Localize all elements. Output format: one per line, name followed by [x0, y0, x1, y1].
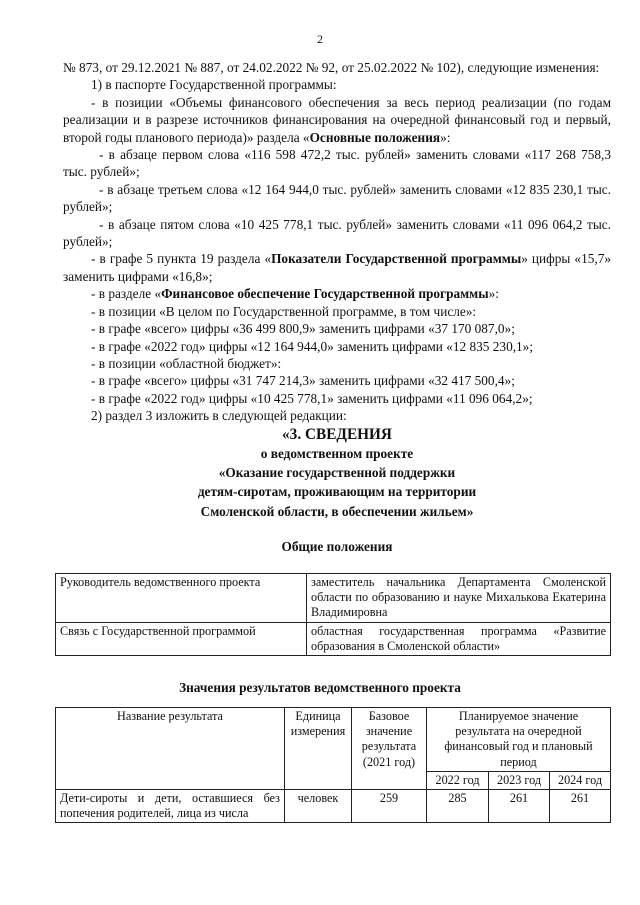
paragraph: - в графе «всего» цифры «31 747 214,3» заменить цифрами «32 417 500,4»; — [91, 373, 515, 389]
title-line: Смоленской области, в обеспечении жильем» — [200, 503, 474, 519]
document-body — [63, 59, 611, 556]
paragraph: - в разделе «Финансовое обеспечение Государственной программы»: — [91, 286, 499, 302]
table-cell: Дети-сироты и дети, оставшиеся без попечения родителей, лица из числа — [56, 790, 285, 823]
title-line: детям-сиротам, проживающим на территории — [197, 484, 477, 500]
table-cell: 261 — [550, 790, 611, 823]
header-cell: 2022 год — [427, 771, 489, 789]
table-row — [56, 574, 611, 623]
paragraph: - в позиции «В целом по Государственной программе, в том числе»: — [91, 303, 477, 319]
table-cell: Связь с Государственной программой — [56, 622, 307, 655]
paragraph: - в графе 5 пункта 19 раздела «Показатели Государственной программы» цифры «15,7» заменить цифрами «16,8»; — [63, 251, 611, 284]
table-cell: областная государственная программа «Развитие образования в Смоленской области» — [307, 622, 611, 655]
paragraph: - в абзаце первом слова «116 598 472,2 тыс. рублей» заменить словами «117 268 758,3 тыс. рублей»; — [63, 147, 611, 180]
general-heading: Общие положения — [281, 539, 393, 555]
paragraph: - в графе «2022 год» цифры «12 164 944,0» заменить цифрами «12 835 230,1»; — [91, 338, 534, 354]
paragraph: 1) в паспорте Государственной программы: — [91, 77, 337, 93]
title-line: «Оказание государственной поддержки — [218, 464, 456, 480]
paragraph: - в графе «всего» цифры «36 499 800,9» заменить цифрами «37 170 087,0»; — [91, 321, 515, 337]
paragraph: - в позиции «областной бюджет»: — [91, 355, 282, 371]
title-line: «3. СВЕДЕНИЯ — [282, 425, 392, 443]
header-cell: 2023 год — [489, 771, 550, 789]
header-cell: Планируемое значение результата на очередной финансовый год и плановый период — [427, 708, 611, 772]
header-cell: 2024 год — [550, 771, 611, 789]
paragraph: - в позиции «Объемы финансового обеспечения за весь период реализации (по годам реализации и в разрезе источников финансирования на очередной финансовый год и первый, второй годы планового периода)» раздела «Основные положения»: — [63, 94, 611, 145]
table-cell: 285 — [427, 790, 489, 823]
general-table — [55, 573, 611, 656]
table-row — [56, 622, 611, 655]
table-cell: 259 — [352, 790, 427, 823]
table-cell: Руководитель ведомственного проекта — [56, 574, 307, 623]
results-heading: Значения результатов ведомственного проекта — [179, 680, 461, 695]
table-cell: 261 — [489, 790, 550, 823]
section-title — [63, 425, 611, 522]
table-row — [56, 790, 611, 823]
paragraph: № 873, от 29.12.2021 № 887, от 24.02.2022 № 92, от 25.02.2022 № 102), следующие изменения: — [63, 60, 600, 75]
header-cell: Единица измерения — [285, 708, 352, 790]
table-cell: заместитель начальника Департамента Смоленской области по образованию и науке Михалькова Екатерина Владимировна — [307, 574, 611, 623]
title-line: о ведомственном проекте — [260, 445, 414, 461]
paragraph: - в графе «2022 год» цифры «10 425 778,1» заменить цифрами «11 096 064,2»; — [91, 390, 533, 406]
paragraph: - в абзаце пятом слова «10 425 778,1 тыс. рублей» заменить словами «11 096 064,2 тыс. рублей»; — [63, 216, 611, 250]
paragraph: 2) раздел 3 изложить в следующей редакции: — [91, 408, 347, 424]
page-number: 2 — [317, 32, 323, 46]
paragraph: - в абзаце третьем слова «12 164 944,0 тыс. рублей» заменить словами «12 835 230,1 тыс. рублей»; — [63, 181, 611, 215]
table-cell: человек — [285, 790, 352, 823]
results-table — [55, 707, 611, 823]
header-cell: Базовое значение результата (2021 год) — [352, 708, 427, 790]
table-header-row — [56, 708, 611, 772]
header-cell: Название результата — [56, 708, 285, 790]
